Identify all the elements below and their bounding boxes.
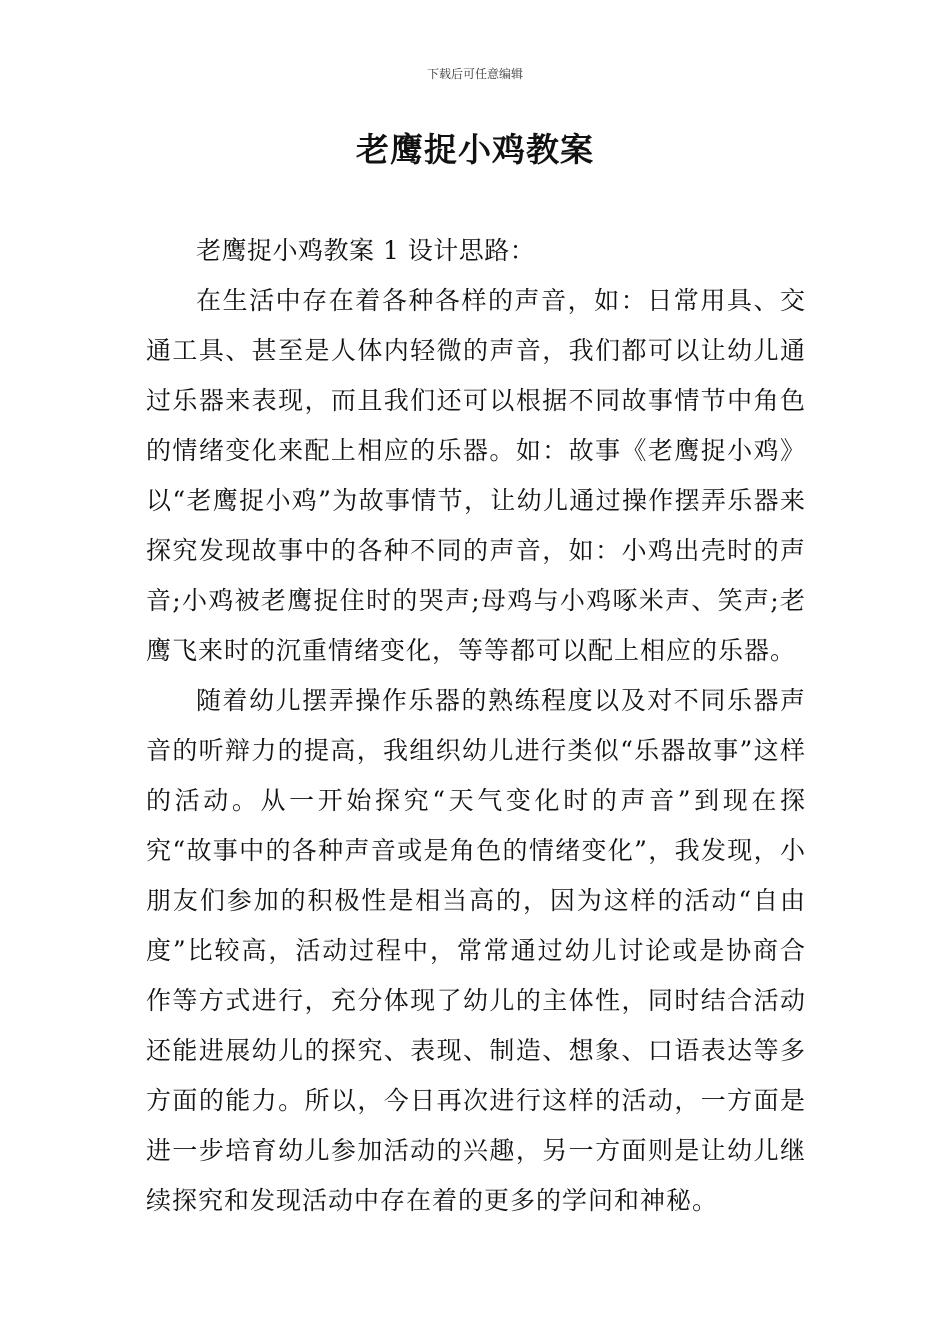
body-paragraph: 在生活中存在着各种各样的声音，如：日常用具、交通工具、甚至是人体内轻微的声音，我们都可以让幼儿通过乐器来表现，而且我们还可以根据不同故事情节中角色的情绪变化来配上相应的乐器。如：故事《老鹰捉小鸡》以“老鹰捉小鸡”为故事情节，让幼儿通过操作摆弄乐器来探究发现故事中的各种不同的声音，如：小鸡出壳时的声音;小鸡被老鹰捉住时的哭声;母鸡与小鸡啄米声、笑声;老鹰飞来时的沉重情绪变化，等等都可以配上相应的乐器。 [146,286,806,665]
document-title: 老鹰捉小鸡教案 [356,130,594,169]
header-note: 下载后可任意编辑 [426,67,523,81]
body-paragraph: 随着幼儿摆弄操作乐器的熟练程度以及对不同乐器声音的听辩力的提高，我组织幼儿进行类似“乐器故事”这样的活动。从一开始探究“天气变化时的声音”到现在探究“故事中的各种声音或是角色的情绪变化”，我发现，小朋友们参加的积极性是相当高的，因为这样的活动“自由度”比较高，活动过程中，常常通过幼儿讨论或是协商合作等方式进行，充分体现了幼儿的主体性，同时结合活动还能进展幼儿的探究、表现、制造、想象、口语表达等多方面的能力。所以，今日再次进行这样的活动，一方面是进一步培育幼儿参加活动的兴趣，另一方面则是让幼儿继续探究和发现活动中存在着的更多的学问和神秘。 [146,686,806,1215]
document-body [146,226,806,1226]
section-heading: 老鹰捉小鸡教案 1 设计思路： [196,236,536,265]
